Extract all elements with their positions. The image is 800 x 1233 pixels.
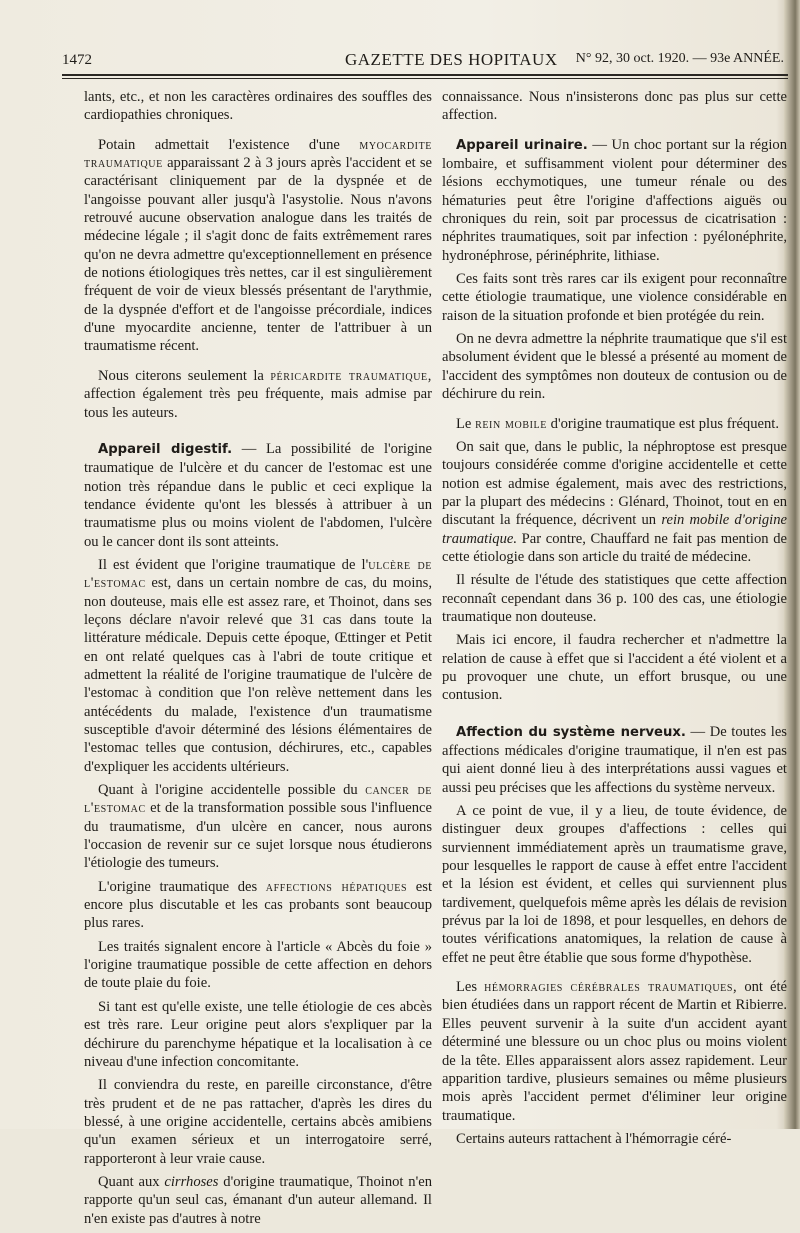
paragraph: Il résulte de l'étude des statistiques que cette affection reconnaît cependant dans 36 p. 100 des cas, une étiologie traumatique non douteuse.: [442, 572, 787, 625]
section-paragraph: Appareil urinaire. — Un choc portant sur la région lombaire, et suffisamment violent pour déterminer des lésions ecchymotiques, une tumeur rénale ou des hématuries peut être l'origine d'affections aiguës ou chroniques du rein, soit par processus de cicatrisation : néphrites traumatiques, soit par infection : pyélonéphrite, hydronéphrose, périnéphrite, lithiase.: [442, 136, 788, 264]
journal-title: GAZETTE DES HOPITAUX: [345, 50, 558, 69]
paragraph: Les hémorragies cérébrales traumatiques, ont été bien étudiées dans un rapport récent de Martin et Ribierre. Elles peuvent survenir à la suite d'un accident ayant déterminé une blessure ou un choc plus ou moins violent de la tête. Elles apparaissent alors assez rapidement. Leur apparition tardive, plusieurs semaines ou même plusieurs mois après l'accident permet d'éliminer leur origine traumatique.: [442, 979, 788, 1124]
term: péricardite traumatique,: [270, 367, 432, 384]
term: hémorragies cérébrales traumatiques,: [484, 979, 738, 996]
header-rule: [62, 74, 788, 76]
running-header: [62, 48, 790, 70]
paragraph: Quant aux cirrhoses d'origine traumatique, Thoinot n'en rapporte qu'un seul cas, émanant d'un auteur allemand. Il n'en existe pas d'autres à notre: [84, 1173, 432, 1227]
paragraph: Nous citerons seulement la péricardite traumatique, affection également très peu fréquente, mais admise par tous les auteurs.: [84, 367, 432, 421]
paragraph: A ce point de vue, il y a lieu, de toute évidence, de distinguer deux groupes d'affections : celles qui surviennent immédiatement après un traumatisme grave, pour lesquelles le rapport de cause à effet entre l'accident et la lésion est évident, et celles qui surviennent plus tardivement, quelquefois même après les délais de revision prévus par la loi de 1898, et pour lesquelles, en dehors de toutes vérifications anatomiques, la relation de cause à effet ne peut être établie que sous forme d'hypothèse.: [442, 803, 787, 966]
paragraph: L'origine traumatique des affections hépatiques est encore plus discutable et les cas probants sont beaucoup plus rares.: [84, 878, 432, 932]
paragraph: Si tant est qu'elle existe, une telle étiologie de ces abcès est très rare. Leur origine peut alors s'expliquer par la déchirure du parenchyme hépatique et la localisation à ce niveau d'une infection concomitante.: [84, 998, 432, 1070]
paragraph: Certains auteurs rattachent à l'hémorragie céré-: [456, 1130, 732, 1147]
paragraph: connaissance. Nous n'insisterons donc pas plus sur cette affection.: [442, 89, 787, 124]
page-number: 1472: [62, 52, 92, 68]
term: rein mobile: [475, 415, 547, 432]
paragraph: Les traités signalent encore à l'article « Abcès du foie » l'origine traumatique possible de cette affection en dehors de toute plaie du foie.: [84, 938, 432, 992]
paragraph: Le rein mobile d'origine traumatique est plus fréquent.: [456, 415, 780, 432]
paragraph: Mais ici encore, il faudra rechercher et n'admettre la relation de cause à effet que si l'accident a été violent et a pu provoquer une chute, un effort brusque, ou une contusion.: [442, 632, 787, 704]
left-column: [84, 88, 432, 1233]
header-rule-thin: [62, 78, 788, 79]
section-paragraph: Appareil digestif. — La possibilité de l'origine traumatique de l'ulcère et du cancer de l'estomac est une notion très répandue dans le public et ceci explique la tendance évidente qu'ont les blessés à attribuer à un traumatisme plus ou moins violent de l'abdomen, l'ulcère ou le cancer dont ils sont atteints.: [84, 440, 432, 550]
paragraph: Il conviendra du reste, en pareille circonstance, d'être très prudent et de ne pas rattacher, d'après les dires du blessé, à une origine accidentelle, certains abcès amibiens qu'un examen sérieux et un interrogatoire serré, rapporteront à leur vraie cause.: [84, 1077, 432, 1167]
term: cancer de l'estomac: [84, 782, 432, 817]
paragraph: Il est évident que l'origine traumatique de l'ulcère de l'estomac est, dans un certain nombre de cas, du moins, non douteuse, mais elle est assez rare, et Thoinot, dans ses leçons déclare n'avoir relevé que 31 cas dans toute la littérature médicale. Depuis cette époque, Œttinger et Petit en ont relaté quelques cas à l'abri de toute critique et admettent la réalité de l'origine traumatique de l'ulcère de l'estomac à condition que l'on relève nettement dans les antécédents du malade, l'existence d'un traumatisme susceptible d'avoir déterminé des lésions élémentaires de l'estomac telles que contusion, déchirures, etc., capables d'expliquer les accidents ultérieurs.: [84, 556, 432, 775]
section-heading: Appareil digestif.: [98, 441, 233, 457]
section-heading: Affection du système nerveux.: [456, 724, 686, 740]
term: affections hépatiques: [265, 878, 408, 895]
paragraph: Ces faits sont très rares car ils exigent pour reconnaître cette étiologie traumatique, une violence considérable en raison de la situation profonde et bien protégée du rein.: [442, 271, 787, 324]
term: rein mobile d'origine traumatique.: [442, 512, 788, 547]
term: myocardite traumatique: [84, 136, 432, 172]
section-paragraph: Affection du système nerveux. — De toutes les affections médicales d'origine traumatique, il n'en est pas qui aient donné lieu à des interprétations aussi vagues et aussi peu précises que les affections du système nerveux.: [442, 723, 787, 796]
term: cirrhoses: [164, 1173, 219, 1190]
section-heading: Appareil urinaire.: [456, 137, 588, 153]
paragraph: Potain admettait l'existence d'une myocardite traumatique apparaissant 2 à 3 jours après l'accident et se caractérisant cliniquement par de la dyspnée et de l'angoisse pouvant aller jusqu'à l'asystolie. Nous n'avons retrouvé aucune observation analogue dans les traités de médecine légale ; il s'agit donc de faits extrêmement rares qu'on ne devra admettre qu'exceptionnellement en présence de notions étiologiques très nettes, car il est singulièrement fréquent de voir de vieux blessés présentant de l'arythmie, de la dyspnée d'effort et de l'angoisse précordiale, indices d'une myocardite ancienne, tenter de l'attribuer à un traumatisme récent.: [84, 136, 432, 355]
paragraph: On ne devra admettre la néphrite traumatique que s'il est absolument évident que le blessé a présenté au moment de l'accident des symptômes non douteux de contusion ou de déchirure du rein.: [442, 331, 787, 403]
term: ulcère de l'estomac: [84, 556, 432, 592]
paragraph: On sait que, dans le public, la néphroptose est presque toujours considérée comme d'origine accidentelle et cette notion est admise également, mais avec des restrictions, par la plupart des médecins : Glénard, Thoinot, tout en en discutant la fréquence, décrivent un rein mobile d'origine traumatique. Par contre, Chauffard ne fait pas mention de cette étiologie dans son article du traité de médecine.: [442, 438, 788, 565]
paragraph: Quant à l'origine accidentelle possible du cancer de l'estomac et de la transformation possible sous l'influence du traumatisme, d'un ulcère en cancer, nous aurons l'occasion de revenir sur ce sujet lorsque nous étudierons l'étiologie des tumeurs.: [84, 782, 432, 872]
paragraph: lants, etc., et non les caractères ordinaires des souffles des cardiopathies chroniques.: [84, 89, 432, 124]
right-column: [442, 88, 787, 1153]
issue-info: N° 92, 30 oct. 1920. — 93e ANNÉE.: [575, 51, 784, 66]
